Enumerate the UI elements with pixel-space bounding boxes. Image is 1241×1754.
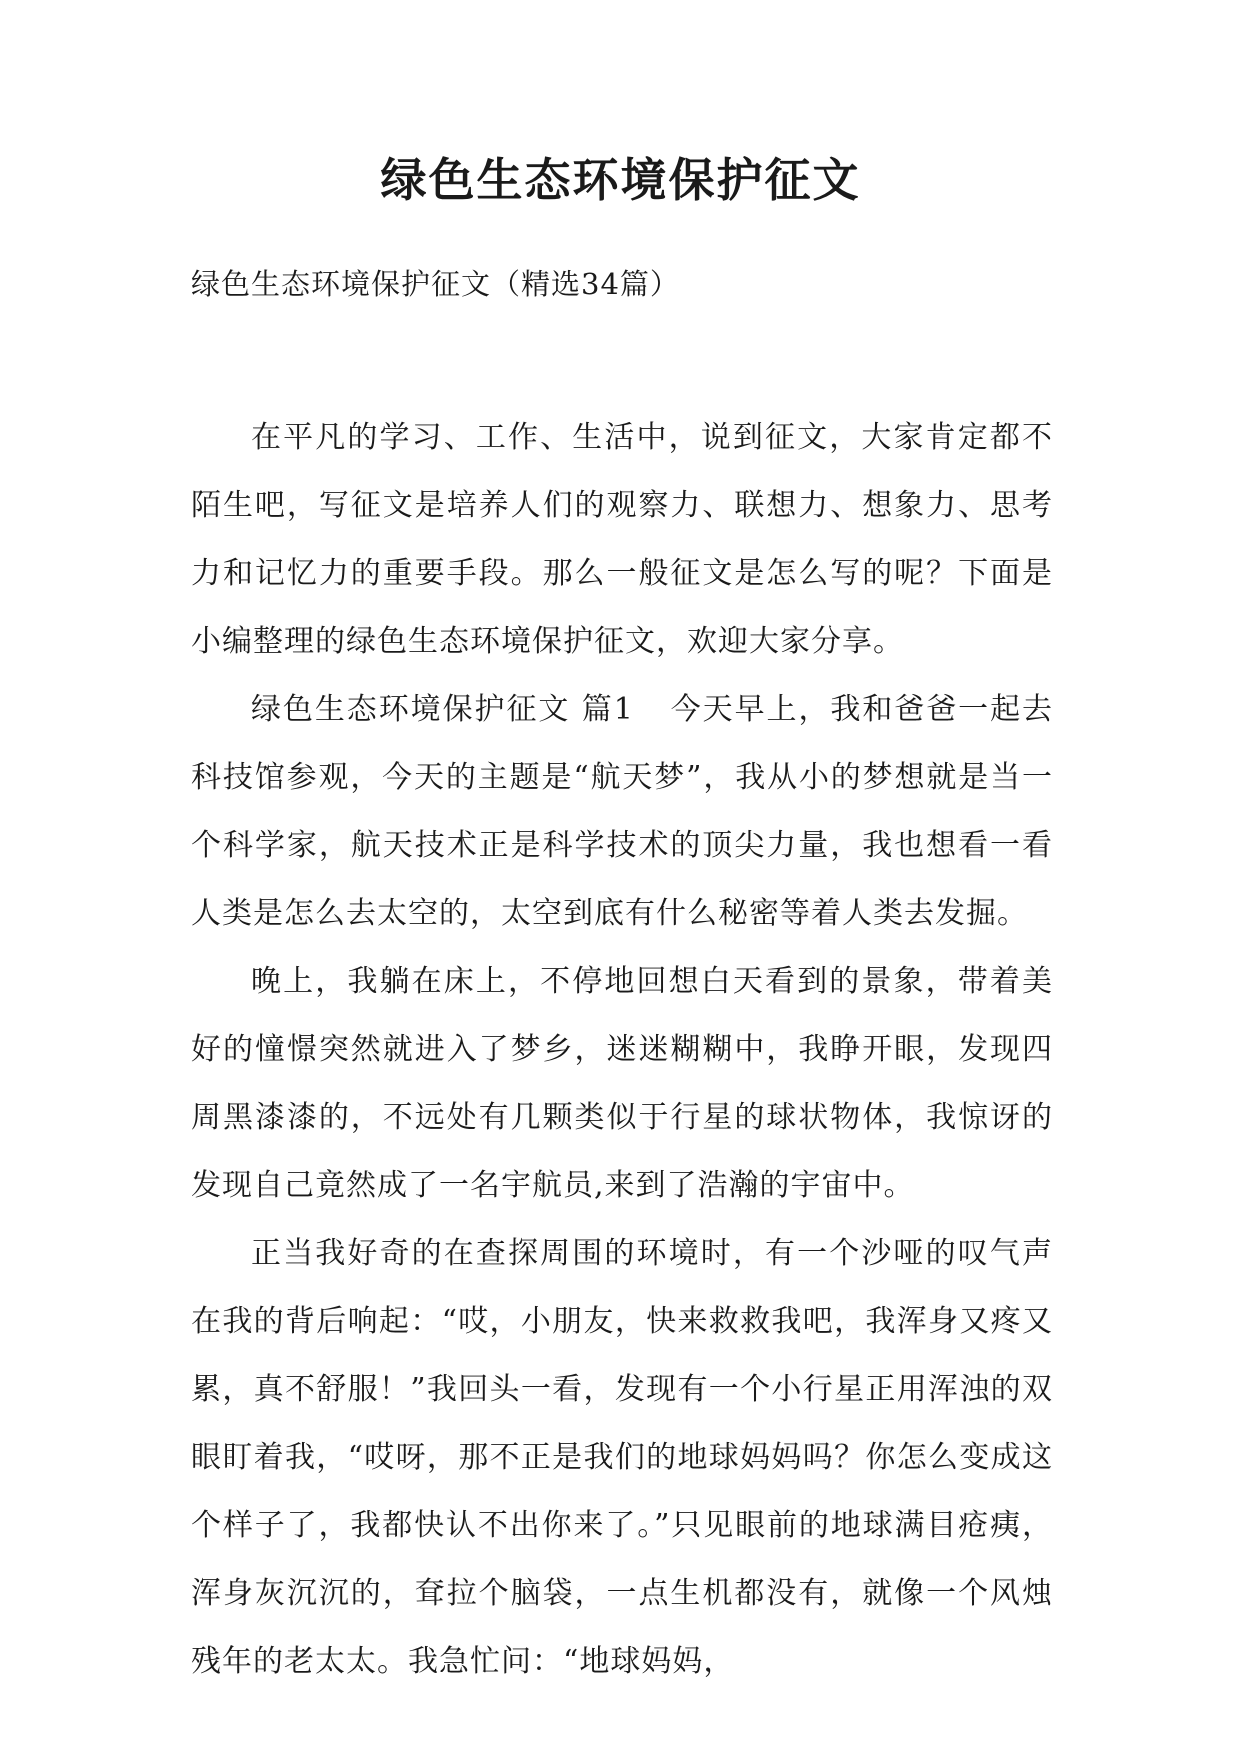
section-1-paragraph-3: 正当我好奇的在查探周围的环境时，有一个沙哑的叹气声在我的背后响起：“哎，小朋友，快来救救我吧，我浑身又疼又累，真不舒服！”我回头一看，发现有一个小行星正用浑浊的双眼盯着我，“哎呀，那不正是我们的地球妈妈吗？你怎么变成这个样子了，我都快认不出你来了。”只见眼前的地球满目疮痍，浑身灰沉沉的，耷拉个脑袋，一点生机都没有，就像一个风烛残年的老太太。我急忙问：“地球妈妈， (191, 1236, 1053, 1679)
section-1-paragraph-1 (191, 676, 1053, 948)
section-1-heading: 绿色生态环境保护征文 篇1 (251, 692, 634, 727)
section-1-paragraph-1-text: 今天早上，我和爸爸一起去科技馆参观，今天的主题是“航天梦”，我从小的梦想就是当一个科学家，航天技术正是科学技术的顶尖力量，我也想看一看人类是怎么去太空的，太空到底有什么秘密等着人类去发掘。 (191, 692, 1053, 931)
document-subtitle: 绿色生态环境保护征文（精选34篇） (191, 267, 680, 301)
section-1-paragraph-2: 晚上，我躺在床上，不停地回想白天看到的景象，带着美好的憧憬突然就进入了梦乡，迷迷糊糊中，我睁开眼，发现四周黑漆漆的，不远处有几颗类似于行星的球状物体，我惊讶的发现自己竟然成了一名宇航员,来到了浩瀚的宇宙中。 (191, 964, 1053, 1203)
document-body (191, 404, 1053, 1696)
intro-paragraph: 在平凡的学习、工作、生活中，说到征文，大家肯定都不陌生吧，写征文是培养人们的观察力、联想力、想象力、思考力和记忆力的重要手段。那么一般征文是怎么写的呢？下面是小编整理的绿色生态环境保护征文，欢迎大家分享。 (191, 420, 1053, 659)
document-title: 绿色生态环境保护征文 (380, 153, 861, 207)
